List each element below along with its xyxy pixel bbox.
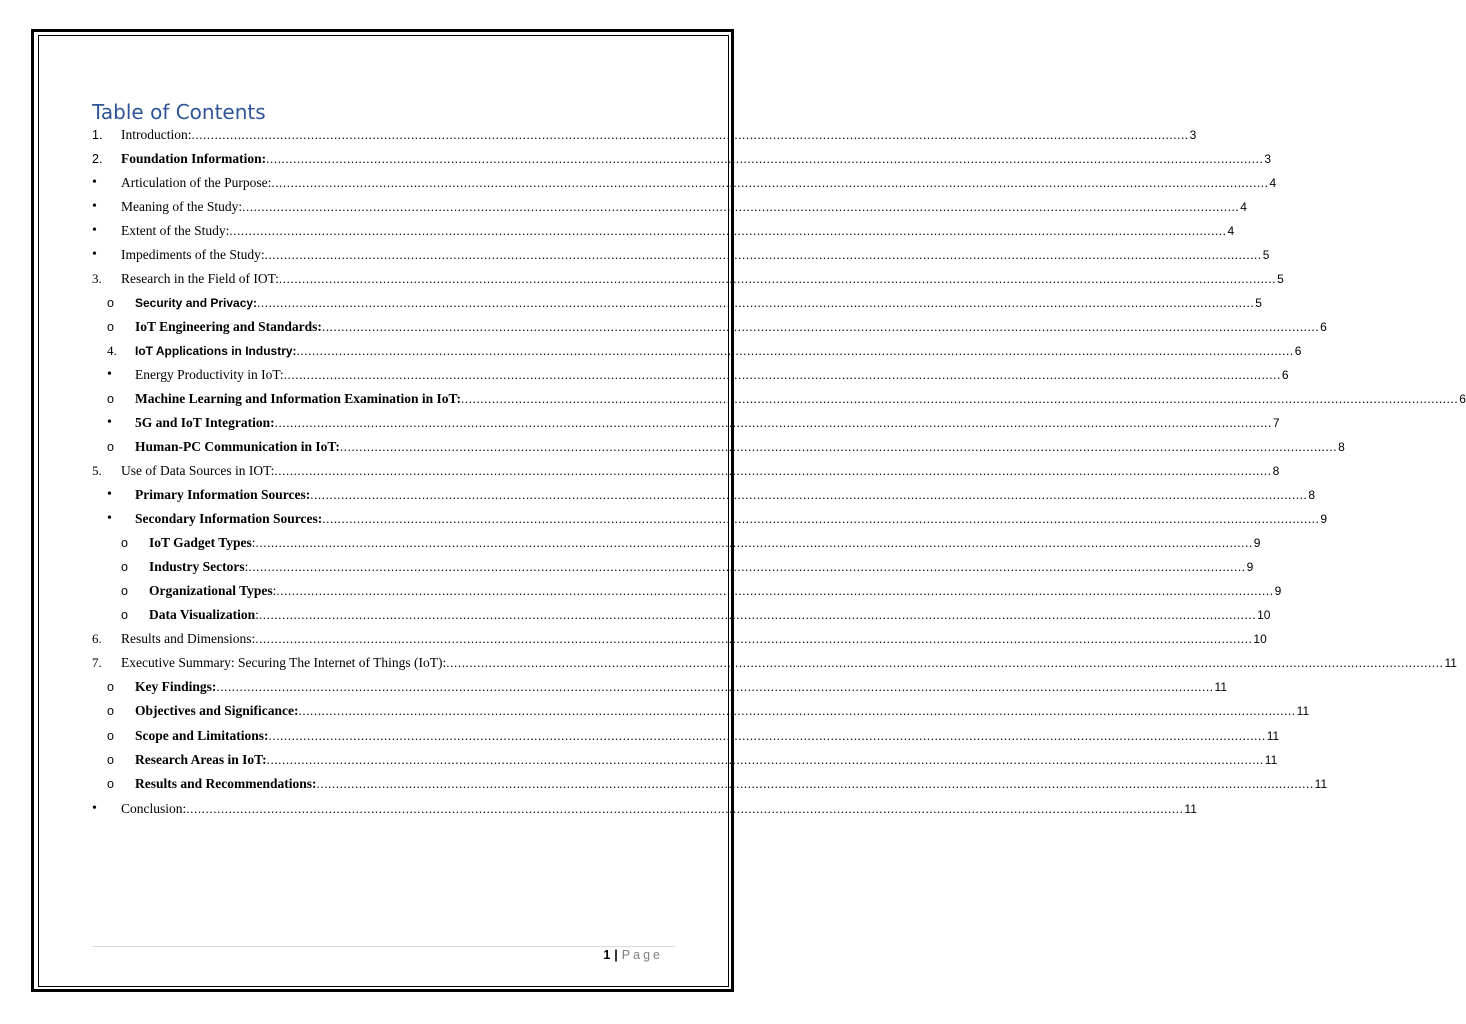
toc-dot-leader: ................................................................................................................................................................................................................................................................... <box>274 415 1272 430</box>
toc-entry[interactable] <box>135 414 1280 432</box>
toc-entry-text[interactable]: Objectives and Significance: <box>135 703 299 718</box>
toc-entry-marker: o <box>107 680 114 694</box>
toc-entry[interactable] <box>135 318 1327 336</box>
toc-dot-leader: ................................................................................................................................................................................................................................................................... <box>271 175 1269 190</box>
toc-entry[interactable] <box>121 462 1280 480</box>
toc-entry-text[interactable]: Key Findings: <box>135 679 217 694</box>
toc-dot-leader: ................................................................................................................................................................................................................................................................... <box>461 391 1459 406</box>
toc-page-number[interactable]: 5 <box>1255 296 1262 310</box>
toc-entry[interactable] <box>149 582 1282 600</box>
toc-entry-marker: o <box>107 296 114 310</box>
toc-entry[interactable] <box>135 486 1316 504</box>
toc-page-number[interactable]: 10 <box>1253 632 1267 646</box>
toc-entry-marker: 2. <box>92 152 103 166</box>
toc-entry-text[interactable]: Meaning of the Study: <box>121 199 243 214</box>
toc-entry[interactable] <box>121 198 1247 216</box>
toc-dot-leader: ................................................................................................................................................................................................................................................................... <box>322 511 1320 526</box>
toc-entry-marker: 1. <box>92 128 103 142</box>
toc-entry-marker: 3. <box>92 271 102 286</box>
toc-entry-marker: 6. <box>92 631 102 646</box>
toc-page-number[interactable]: 11 <box>1264 753 1278 767</box>
toc-entry-text[interactable]: IoT Applications in Industry: <box>135 344 297 358</box>
toc-entry-suffix: : <box>272 583 277 598</box>
toc-entry-marker: • <box>92 801 97 816</box>
toc-dot-leader: ................................................................................................................................................................................................................................................................... <box>283 367 1281 382</box>
toc-page-number[interactable]: 7 <box>1272 416 1280 430</box>
toc-entry-text[interactable]: Data Visualization <box>149 607 256 622</box>
footer-page-label: Page <box>621 948 663 962</box>
toc-dot-leader: ................................................................................................................................................................................................................................................................... <box>310 487 1308 502</box>
toc-entry-marker: o <box>107 729 114 743</box>
toc-entry-marker: o <box>107 440 114 454</box>
toc-entry-text[interactable]: Organizational Types <box>149 583 273 598</box>
toc-page-number[interactable]: 8 <box>1338 440 1345 454</box>
toc-page-number[interactable]: 10 <box>1257 608 1271 622</box>
toc-entry-text[interactable]: Extent of the Study: <box>121 223 230 238</box>
toc-page-number[interactable]: 9 <box>1274 584 1282 598</box>
toc-entry-text[interactable]: Introduction: <box>121 127 192 142</box>
toc-entry-marker: o <box>107 704 114 718</box>
toc-page-number[interactable]: 9 <box>1246 560 1254 574</box>
toc-entry[interactable] <box>135 702 1310 720</box>
toc-entry-text[interactable]: Foundation Information: <box>121 151 267 166</box>
toc-entry-marker: o <box>121 608 128 622</box>
toc-entry[interactable] <box>121 630 1267 648</box>
toc-entry[interactable] <box>135 510 1328 528</box>
toc-dot-leader: ................................................................................................................................................................................................................................................................... <box>255 631 1253 646</box>
toc-dot-leader: ................................................................................................................................................................................................................................................................... <box>278 271 1277 286</box>
toc-page-number[interactable]: 11 <box>1296 704 1310 718</box>
toc-dot-leader: ................................................................................................................................................................................................................................................................... <box>191 127 1189 142</box>
toc-entry-text[interactable]: Human-PC Communication in IoT: <box>135 439 340 454</box>
toc-entry[interactable] <box>135 678 1228 696</box>
toc-entry-marker: • <box>107 487 112 502</box>
toc-entry[interactable] <box>121 246 1270 264</box>
toc-entry-suffix: : <box>244 559 249 574</box>
toc-entry-marker: • <box>92 247 97 262</box>
toc-entry[interactable] <box>135 390 1466 408</box>
toc-dot-leader: ................................................................................................................................................................................................................................................................... <box>248 559 1246 574</box>
toc-page-number[interactable]: 4 <box>1240 200 1247 214</box>
toc-entry-text[interactable]: Conclusion: <box>121 801 187 816</box>
toc-entry-text[interactable]: IoT Gadget Types <box>149 535 252 550</box>
toc-entry-marker: o <box>107 392 114 406</box>
toc-entry[interactable] <box>121 800 1197 818</box>
toc-entry-marker: • <box>107 415 112 430</box>
toc-entry-marker: • <box>107 511 112 526</box>
toc-dot-leader: ................................................................................................................................................................................................................................................................... <box>316 776 1314 791</box>
toc-entry[interactable] <box>149 534 1261 552</box>
toc-page-number[interactable]: 8 <box>1308 488 1316 502</box>
toc-page-number[interactable]: 11 <box>1184 802 1197 816</box>
toc-page-number[interactable]: 9 <box>1320 512 1328 526</box>
toc-page-number[interactable]: 6 <box>1281 368 1289 382</box>
page-footer <box>603 948 663 962</box>
toc-page-number[interactable]: 6 <box>1320 320 1327 334</box>
toc-entry[interactable] <box>135 775 1328 793</box>
toc-page-number[interactable]: 11 <box>1314 777 1328 791</box>
toc-entry[interactable] <box>121 174 1277 192</box>
toc-dot-leader: ................................................................................................................................................................................................................................................................... <box>446 655 1444 670</box>
toc-dot-leader: ................................................................................................................................................................................................................................................................... <box>266 151 1264 166</box>
toc-entry-text[interactable]: Articulation of the Purpose: <box>121 175 272 190</box>
toc-dot-leader: ................................................................................................................................................................................................................................................................... <box>274 463 1272 478</box>
toc-entry-marker: o <box>107 753 114 767</box>
toc-entry[interactable] <box>121 222 1235 240</box>
toc-entry[interactable] <box>135 366 1289 384</box>
toc-entry-marker: • <box>92 223 97 238</box>
toc-entry-marker: • <box>92 175 97 190</box>
footer-page-number: 1 <box>603 948 611 962</box>
toc-dot-leader: ................................................................................................................................................................................................................................................................... <box>257 295 1255 310</box>
toc-title: Table of Contents <box>92 100 266 124</box>
toc-entry-text[interactable]: Executive Summary: Securing The Internet of Things (IoT): <box>121 655 447 670</box>
toc-entry-text[interactable]: Industry Sectors <box>149 559 245 574</box>
toc-entry[interactable] <box>135 438 1345 456</box>
toc-dot-leader: ................................................................................................................................................................................................................................................................... <box>216 679 1214 694</box>
toc-dot-leader: ................................................................................................................................................................................................................................................................... <box>276 583 1274 598</box>
toc-dot-leader: ................................................................................................................................................................................................................................................................... <box>268 728 1266 743</box>
toc-entry-text[interactable]: Impediments of the Study: <box>121 247 265 262</box>
toc-dot-leader: ................................................................................................................................................................................................................................................................... <box>255 535 1253 550</box>
toc-entry[interactable] <box>135 727 1280 745</box>
toc-page-number[interactable]: 11 <box>1444 656 1457 670</box>
toc-entry[interactable] <box>121 270 1284 288</box>
toc-entry[interactable] <box>149 558 1254 576</box>
toc-entry-text[interactable]: IoT Engineering and Standards: <box>135 319 322 334</box>
toc-dot-leader: ................................................................................................................................................................................................................................................................... <box>258 607 1257 622</box>
toc-entry[interactable] <box>135 751 1278 769</box>
toc-dot-leader: ................................................................................................................................................................................................................................................................... <box>339 439 1338 454</box>
toc-page-number[interactable]: 3 <box>1189 128 1197 142</box>
toc-page-number[interactable]: 9 <box>1253 536 1261 550</box>
toc-entry-text[interactable]: Research Areas in IoT: <box>135 752 267 767</box>
footer-separator: | <box>614 948 618 962</box>
toc-entry-text[interactable]: Research in the Field of IOT: <box>121 271 279 286</box>
toc-page-number[interactable]: 6 <box>1294 344 1302 358</box>
footer-rule <box>92 946 675 947</box>
toc-entry-text[interactable]: Energy Productivity in IoT: <box>135 367 284 382</box>
toc-dot-leader: ................................................................................................................................................................................................................................................................... <box>298 703 1296 718</box>
toc-entry[interactable] <box>149 606 1271 624</box>
toc-page-number[interactable]: 5 <box>1262 248 1270 262</box>
toc-entry-marker: • <box>107 367 112 382</box>
toc-page-number[interactable]: 4 <box>1227 224 1235 238</box>
toc-entry-suffix: : <box>251 535 256 550</box>
toc-entry-text[interactable]: Secondary Information Sources: <box>135 511 323 526</box>
toc-entry-text[interactable]: Results and Recommendations: <box>135 776 317 791</box>
toc-entry-text[interactable]: Use of Data Sources in IOT: <box>121 463 275 478</box>
toc-entry-marker: 7. <box>92 655 102 670</box>
toc-entry-marker: o <box>107 777 114 791</box>
toc-entry-suffix: : <box>255 607 259 622</box>
toc-entry[interactable] <box>135 342 1302 360</box>
toc-entry-text[interactable]: Results and Dimensions: <box>121 631 256 646</box>
toc-page-number[interactable]: 11 <box>1214 680 1228 694</box>
toc-entry-marker: o <box>107 320 114 334</box>
toc-page-number[interactable]: 3 <box>1264 152 1271 166</box>
toc-dot-leader: ................................................................................................................................................................................................................................................................... <box>229 223 1227 238</box>
toc-page-number[interactable]: 5 <box>1277 272 1284 286</box>
toc-entry-marker: o <box>121 560 128 574</box>
toc-entry-text[interactable]: Machine Learning and Information Examination in IoT: <box>135 391 462 406</box>
toc-entry[interactable] <box>121 150 1271 168</box>
toc-page-number[interactable]: 4 <box>1269 176 1277 190</box>
toc-entry-text[interactable]: Scope and Limitations: <box>135 728 269 743</box>
toc-dot-leader: ................................................................................................................................................................................................................................................................... <box>186 801 1184 816</box>
toc-entry-marker: o <box>121 584 128 598</box>
toc-entry[interactable] <box>135 294 1262 312</box>
toc-entry-marker: 5. <box>92 463 102 478</box>
toc-entry-text[interactable]: Security and Privacy: <box>135 296 258 310</box>
toc-entry[interactable] <box>121 126 1197 144</box>
toc-entry[interactable] <box>121 654 1457 672</box>
toc-page-number[interactable]: 8 <box>1272 464 1280 478</box>
toc-page-number[interactable]: 11 <box>1266 729 1280 743</box>
toc-entry-marker: o <box>121 536 128 550</box>
toc-entry-text[interactable]: 5G and IoT Integration: <box>135 415 275 430</box>
toc-entry-text[interactable]: Primary Information Sources: <box>135 487 311 502</box>
toc-dot-leader: ................................................................................................................................................................................................................................................................... <box>321 319 1320 334</box>
toc-dot-leader: ................................................................................................................................................................................................................................................................... <box>266 752 1264 767</box>
toc-dot-leader: ................................................................................................................................................................................................................................................................... <box>242 199 1240 214</box>
toc-dot-leader: ................................................................................................................................................................................................................................................................... <box>264 247 1262 262</box>
toc-page-number[interactable]: 6 <box>1459 392 1466 406</box>
toc-entry-marker: 4. <box>107 343 117 358</box>
toc-entry-marker: • <box>92 199 97 214</box>
toc-dot-leader: ................................................................................................................................................................................................................................................................... <box>296 343 1294 358</box>
